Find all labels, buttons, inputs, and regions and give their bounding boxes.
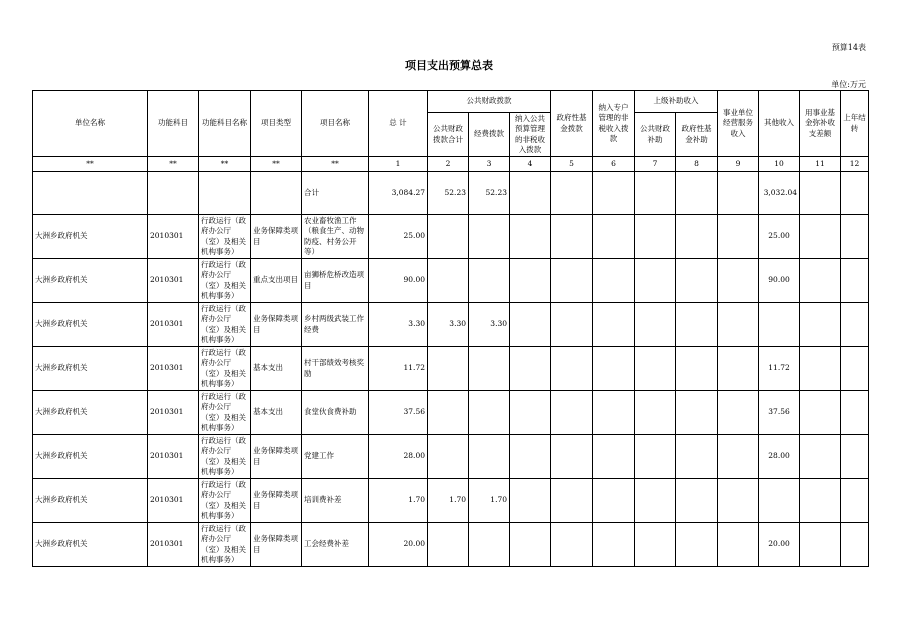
- row-project-type: 基本支出: [251, 391, 302, 435]
- col-num: 7: [635, 157, 676, 172]
- row-project-type: 业务保障类项目: [251, 523, 302, 567]
- document-title: 项目支出预算总表: [405, 59, 493, 72]
- row-other-income: 11.72: [759, 347, 800, 391]
- row-pf-nontax: [510, 523, 551, 567]
- row-fund-balance: [800, 259, 841, 303]
- table-row: [33, 303, 869, 347]
- row-pf-expense: 1.70: [469, 479, 510, 523]
- row-business-income: [718, 391, 759, 435]
- col-num: 9: [718, 157, 759, 172]
- row-last-year: [841, 391, 869, 435]
- table-row: [33, 523, 869, 567]
- row-project-name: 培训费补差: [302, 479, 369, 523]
- row-unit-name: 大洲乡政府机关: [33, 479, 148, 523]
- row-pf-nontax: [510, 259, 551, 303]
- table-row: [33, 391, 869, 435]
- row-pf-expense: 3.30: [469, 303, 510, 347]
- header-unit-name: 单位名称: [33, 91, 148, 157]
- row-total: 37.56: [369, 391, 428, 435]
- row-func-name: 行政运行（政府办公厅（室）及相关机构事务）: [199, 435, 251, 479]
- row-sup-public: [635, 435, 676, 479]
- row-last-year: [841, 347, 869, 391]
- col-num: 4: [510, 157, 551, 172]
- row-last-year: [841, 215, 869, 259]
- col-num: 11: [800, 157, 841, 172]
- row-project-type: 重点支出项目: [251, 259, 302, 303]
- row-unit-name: 大洲乡政府机关: [33, 523, 148, 567]
- row-gov-fund: [551, 523, 593, 567]
- row-sup-gov-fund: [676, 435, 718, 479]
- header-pf-nontax: 纳入公共预算管理的非税收入拨款: [510, 113, 551, 157]
- row-gov-fund: [551, 259, 593, 303]
- col-num: 10: [759, 157, 800, 172]
- row-other-income: 25.00: [759, 215, 800, 259]
- header-func-name: 功能科目名称: [199, 91, 251, 157]
- row-sup-public: [635, 215, 676, 259]
- row-pf-nontax: [510, 303, 551, 347]
- table-row: [33, 347, 869, 391]
- project-rows: [33, 215, 869, 567]
- row-func-name: 行政运行（政府办公厅（室）及相关机构事务）: [199, 215, 251, 259]
- row-fund-balance: [800, 479, 841, 523]
- header-gov-fund: 政府性基金拨款: [551, 91, 593, 157]
- row-project-name: 村干部绩效考核奖励: [302, 347, 369, 391]
- form-code: 预算14表: [831, 43, 866, 52]
- row-gov-fund: [551, 391, 593, 435]
- row-pf-nontax: [510, 347, 551, 391]
- row-project-type: 业务保障类项目: [251, 479, 302, 523]
- col-num: **: [148, 157, 199, 172]
- header-total: 总 计: [369, 91, 428, 157]
- row-other-income: 28.00: [759, 435, 800, 479]
- header-other-income: 其他收入: [759, 91, 800, 157]
- row-pf-subtotal: [428, 391, 469, 435]
- row-pf-nontax: [510, 479, 551, 523]
- row-fund-balance: [800, 215, 841, 259]
- row-total: 11.72: [369, 347, 428, 391]
- row-pf-subtotal: [428, 523, 469, 567]
- total-pf-subtotal: 52.23: [428, 172, 469, 215]
- row-sup-gov-fund: [676, 523, 718, 567]
- header-last-year: 上年结转: [841, 91, 869, 157]
- row-project-name: 工会经费补差: [302, 523, 369, 567]
- row-pf-nontax: [510, 215, 551, 259]
- column-number-row: [33, 157, 869, 172]
- row-pf-nontax: [510, 391, 551, 435]
- row-gov-fund: [551, 347, 593, 391]
- row-total: 3.30: [369, 303, 428, 347]
- row-total: 20.00: [369, 523, 428, 567]
- header-project-type: 项目类型: [251, 91, 302, 157]
- row-fund-balance: [800, 523, 841, 567]
- budget-table: [32, 90, 869, 567]
- header-sup-gov-fund: 政府性基金补助: [676, 113, 718, 157]
- row-special-nontax: [593, 479, 635, 523]
- row-business-income: [718, 259, 759, 303]
- row-last-year: [841, 523, 869, 567]
- row-project-name: 亩狮桥危桥改造项目: [302, 259, 369, 303]
- row-business-income: [718, 523, 759, 567]
- row-special-nontax: [593, 303, 635, 347]
- row-project-type: 基本支出: [251, 347, 302, 391]
- row-gov-fund: [551, 215, 593, 259]
- total-row: [33, 172, 869, 215]
- row-func-code: 2010301: [148, 523, 199, 567]
- row-project-name: 农业畜牧渔工作（粮食生产、动物防疫、村务公开等）: [302, 215, 369, 259]
- total-pf-expense: 52.23: [469, 172, 510, 215]
- header-sup-public: 公共财政补助: [635, 113, 676, 157]
- row-other-income: [759, 479, 800, 523]
- row-business-income: [718, 215, 759, 259]
- row-fund-balance: [800, 347, 841, 391]
- row-project-type: 业务保障类项目: [251, 303, 302, 347]
- row-gov-fund: [551, 303, 593, 347]
- header-func-code: 功能科目: [148, 91, 199, 157]
- row-pf-subtotal: 3.30: [428, 303, 469, 347]
- row-business-income: [718, 347, 759, 391]
- row-pf-expense: [469, 391, 510, 435]
- row-pf-nontax: [510, 435, 551, 479]
- row-sup-gov-fund: [676, 259, 718, 303]
- header-public-finance: 公共财政拨款: [428, 91, 551, 113]
- row-last-year: [841, 259, 869, 303]
- row-pf-subtotal: [428, 347, 469, 391]
- row-func-name: 行政运行（政府办公厅（室）及相关机构事务）: [199, 391, 251, 435]
- row-pf-expense: [469, 215, 510, 259]
- col-num: 5: [551, 157, 593, 172]
- table-row: [33, 435, 869, 479]
- row-sup-public: [635, 259, 676, 303]
- row-pf-subtotal: [428, 259, 469, 303]
- row-total: 28.00: [369, 435, 428, 479]
- row-sup-public: [635, 523, 676, 567]
- row-sup-public: [635, 479, 676, 523]
- row-last-year: [841, 435, 869, 479]
- col-num: 3: [469, 157, 510, 172]
- row-fund-balance: [800, 391, 841, 435]
- row-other-income: [759, 303, 800, 347]
- row-last-year: [841, 479, 869, 523]
- row-unit-name: 大洲乡政府机关: [33, 303, 148, 347]
- header-superior-subsidy: 上级补助收入: [635, 91, 718, 113]
- unit-label: 单位:万元: [831, 80, 866, 89]
- row-func-code: 2010301: [148, 215, 199, 259]
- col-num: 6: [593, 157, 635, 172]
- row-func-code: 2010301: [148, 259, 199, 303]
- row-sup-gov-fund: [676, 391, 718, 435]
- row-fund-balance: [800, 435, 841, 479]
- row-sup-public: [635, 391, 676, 435]
- row-other-income: 20.00: [759, 523, 800, 567]
- col-num: 1: [369, 157, 428, 172]
- row-gov-fund: [551, 479, 593, 523]
- row-other-income: 90.00: [759, 259, 800, 303]
- header-pf-subtotal: 公共财政拨款合计: [428, 113, 469, 157]
- row-gov-fund: [551, 435, 593, 479]
- row-pf-expense: [469, 523, 510, 567]
- col-num: **: [302, 157, 369, 172]
- row-project-name: 食堂伙食费补助: [302, 391, 369, 435]
- row-last-year: [841, 303, 869, 347]
- header-special-nontax: 纳入专户管理的非税收入拨款: [593, 91, 635, 157]
- row-func-name: 行政运行（政府办公厅（室）及相关机构事务）: [199, 479, 251, 523]
- total-amount: 3,084.27: [369, 172, 428, 215]
- row-unit-name: 大洲乡政府机关: [33, 347, 148, 391]
- total-label: 合计: [302, 172, 369, 215]
- header-pf-expense: 经费拨款: [469, 113, 510, 157]
- row-other-income: 37.56: [759, 391, 800, 435]
- col-num: 8: [676, 157, 718, 172]
- row-special-nontax: [593, 523, 635, 567]
- header-fund-balance: 用事业基金弥补收支差额: [800, 91, 841, 157]
- col-num: **: [33, 157, 148, 172]
- row-sup-gov-fund: [676, 215, 718, 259]
- col-num: 2: [428, 157, 469, 172]
- table-row: [33, 479, 869, 523]
- row-special-nontax: [593, 215, 635, 259]
- row-pf-subtotal: [428, 435, 469, 479]
- row-sup-gov-fund: [676, 479, 718, 523]
- row-unit-name: 大洲乡政府机关: [33, 259, 148, 303]
- col-num: **: [251, 157, 302, 172]
- row-pf-expense: [469, 259, 510, 303]
- row-pf-expense: [469, 435, 510, 479]
- row-unit-name: 大洲乡政府机关: [33, 435, 148, 479]
- row-project-type: 业务保障类项目: [251, 215, 302, 259]
- row-business-income: [718, 303, 759, 347]
- col-num: **: [199, 157, 251, 172]
- row-special-nontax: [593, 347, 635, 391]
- row-special-nontax: [593, 259, 635, 303]
- row-func-name: 行政运行（政府办公厅（室）及相关机构事务）: [199, 303, 251, 347]
- row-pf-subtotal: [428, 215, 469, 259]
- row-special-nontax: [593, 391, 635, 435]
- total-other-income: 3,032.04: [759, 172, 800, 215]
- table-row: [33, 215, 869, 259]
- header-project-name: 项目名称: [302, 91, 369, 157]
- row-sup-gov-fund: [676, 347, 718, 391]
- row-func-code: 2010301: [148, 347, 199, 391]
- row-func-name: 行政运行（政府办公厅（室）及相关机构事务）: [199, 347, 251, 391]
- row-fund-balance: [800, 303, 841, 347]
- row-pf-expense: [469, 347, 510, 391]
- header-business-income: 事业单位经营服务收入: [718, 91, 759, 157]
- table-row: [33, 259, 869, 303]
- row-special-nontax: [593, 435, 635, 479]
- row-total: 90.00: [369, 259, 428, 303]
- row-business-income: [718, 479, 759, 523]
- row-sup-public: [635, 347, 676, 391]
- row-total: 25.00: [369, 215, 428, 259]
- row-func-code: 2010301: [148, 391, 199, 435]
- row-sup-public: [635, 303, 676, 347]
- row-business-income: [718, 435, 759, 479]
- col-num: 12: [841, 157, 869, 172]
- row-project-name: 乡村两级武装工作经费: [302, 303, 369, 347]
- row-total: 1.70: [369, 479, 428, 523]
- row-func-code: 2010301: [148, 435, 199, 479]
- row-func-code: 2010301: [148, 303, 199, 347]
- row-pf-subtotal: 1.70: [428, 479, 469, 523]
- row-func-code: 2010301: [148, 479, 199, 523]
- row-func-name: 行政运行（政府办公厅（室）及相关机构事务）: [199, 523, 251, 567]
- row-project-type: 业务保障类项目: [251, 435, 302, 479]
- row-unit-name: 大洲乡政府机关: [33, 215, 148, 259]
- row-unit-name: 大洲乡政府机关: [33, 391, 148, 435]
- row-func-name: 行政运行（政府办公厅（室）及相关机构事务）: [199, 259, 251, 303]
- row-project-name: 党建工作: [302, 435, 369, 479]
- row-sup-gov-fund: [676, 303, 718, 347]
